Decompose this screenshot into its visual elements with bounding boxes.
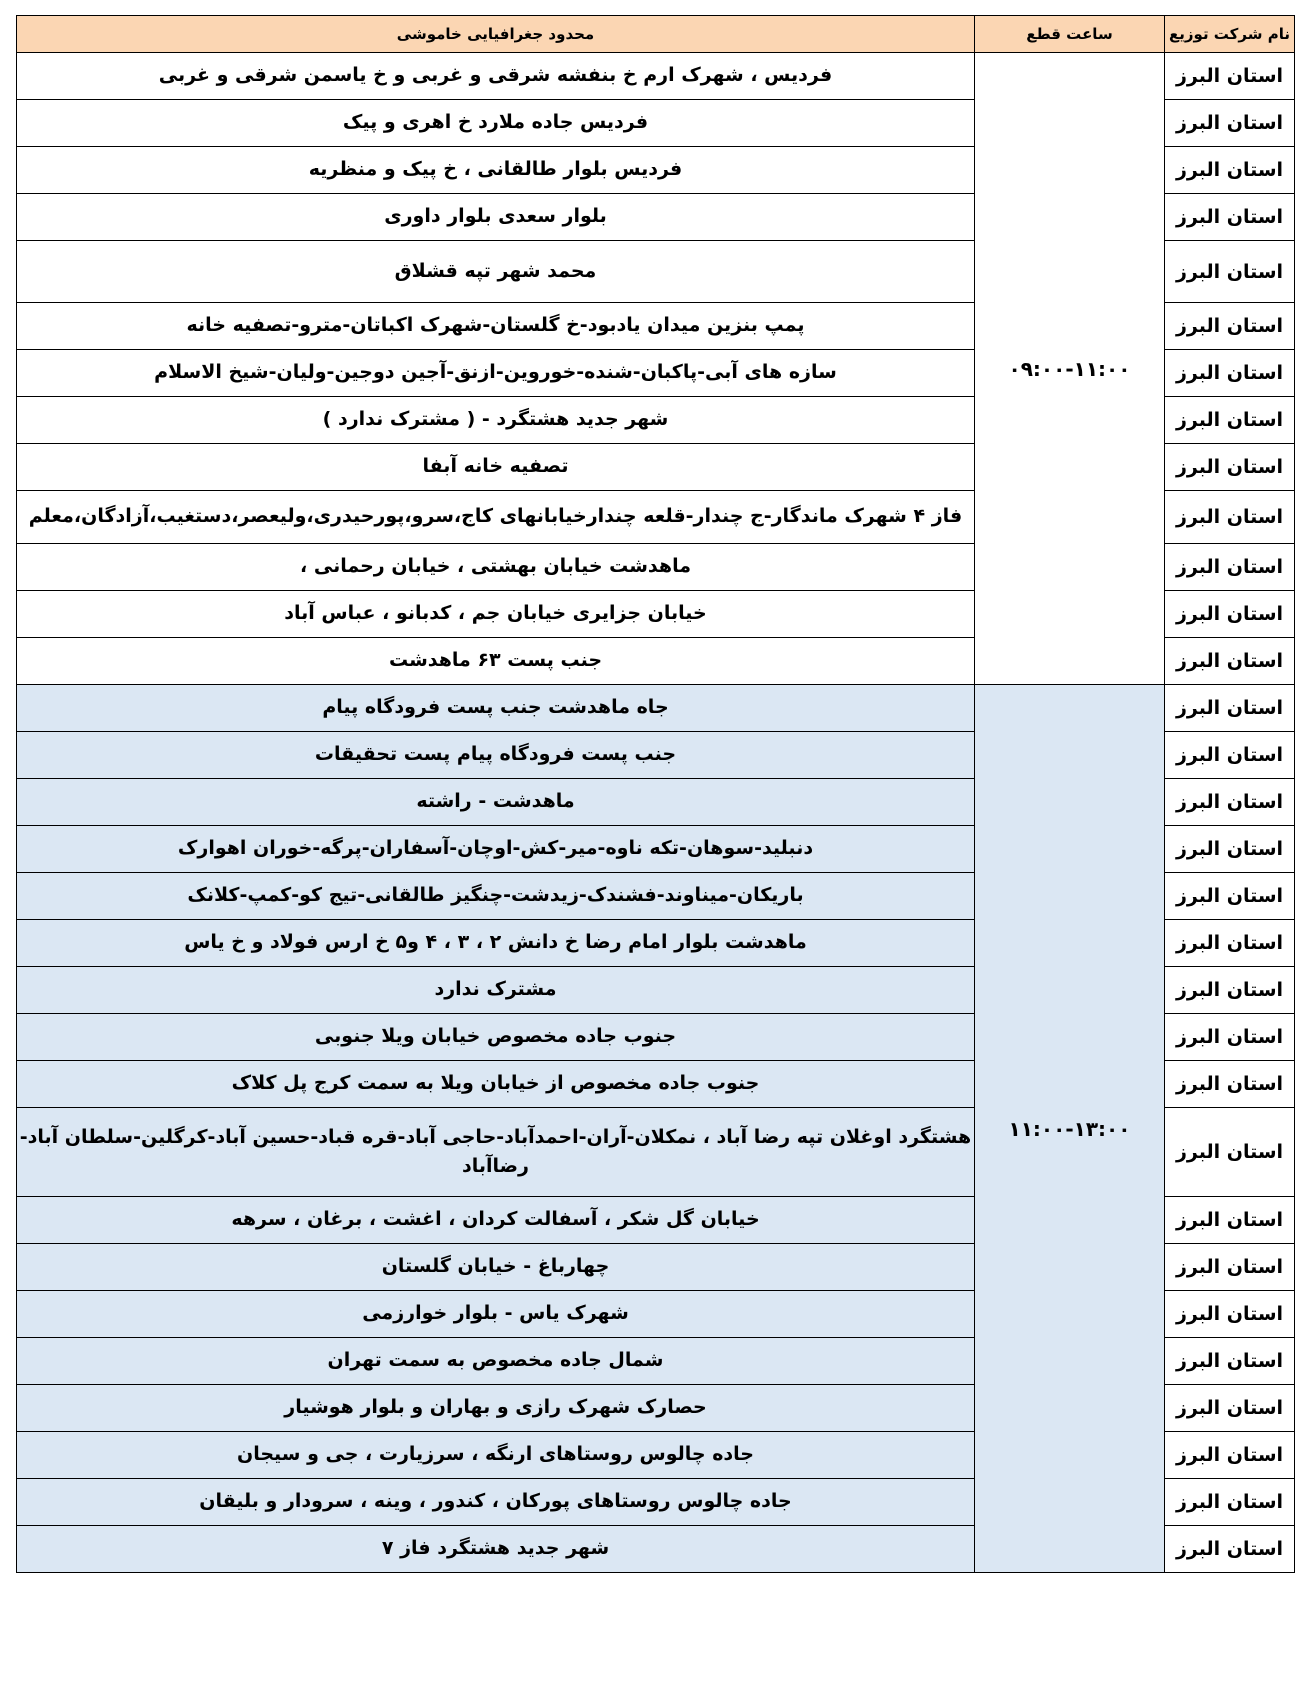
header-company: نام شرکت توزیع (1165, 16, 1295, 53)
area-cell: شهر جدید هشتگرد فاز ۷ (17, 1526, 975, 1573)
header-area: محدود جغرافیایی خاموشی (17, 16, 975, 53)
area-cell: جاده چالوس روستاهای پورکان ، کندور ، وینه ، سرودار و بلیقان (17, 1479, 975, 1526)
area-cell: هشتگرد اوغلان تپه رضا آباد ، نمکلان-آران-احمدآباد-حاجی آباد-قره قباد-حسین آباد-کرگلین-سلطان آباد-رضاآباد (17, 1108, 975, 1197)
area-cell: مشترک ندارد (17, 967, 975, 1014)
company-cell: استان البرز (1165, 53, 1295, 100)
company-cell: استان البرز (1165, 350, 1295, 397)
company-cell: استان البرز (1165, 967, 1295, 1014)
company-cell: استان البرز (1165, 779, 1295, 826)
company-cell: استان البرز (1165, 873, 1295, 920)
table-header-row (17, 16, 1295, 53)
company-cell: استان البرز (1165, 685, 1295, 732)
area-cell: جنوب جاده مخصوص خیابان ویلا جنوبی (17, 1014, 975, 1061)
area-cell: فردیس جاده ملارد خ اهری و پیک (17, 100, 975, 147)
area-cell: ماهدشت - راشته (17, 779, 975, 826)
area-cell: جاده چالوس روستاهای ارنگه ، سرزیارت ، جی و سیجان (17, 1432, 975, 1479)
table-row (17, 685, 1295, 732)
area-cell: چهارباغ - خیابان گلستان (17, 1244, 975, 1291)
company-cell: استان البرز (1165, 444, 1295, 491)
company-cell: استان البرز (1165, 920, 1295, 967)
area-cell: جنب پست فرودگاه پیام پست تحقیقات (17, 732, 975, 779)
area-cell: پمپ بنزین میدان یادبود-خ گلستان-شهرک اکباتان-مترو-تصفیه خانه (17, 303, 975, 350)
area-cell: ماهدشت خیابان بهشتی ، خیابان رحمانی ، (17, 544, 975, 591)
area-cell: شهرک یاس - بلوار خوارزمی (17, 1291, 975, 1338)
company-cell: استان البرز (1165, 194, 1295, 241)
company-cell: استان البرز (1165, 1526, 1295, 1573)
table-body (17, 53, 1295, 1573)
company-cell: استان البرز (1165, 1061, 1295, 1108)
company-cell: استان البرز (1165, 638, 1295, 685)
company-cell: استان البرز (1165, 1291, 1295, 1338)
company-cell: استان البرز (1165, 1385, 1295, 1432)
company-cell: استان البرز (1165, 732, 1295, 779)
company-cell: استان البرز (1165, 1244, 1295, 1291)
header-time: ساعت قطع (975, 16, 1165, 53)
outage-time-cell: ۰۹:۰۰-۱۱:۰۰ (975, 53, 1165, 685)
area-cell: حصارک شهرک رازی و بهاران و بلوار هوشیار (17, 1385, 975, 1432)
company-cell: استان البرز (1165, 397, 1295, 444)
area-cell: فاز ۴ شهرک ماندگار-ج چندار-قلعه چندارخیابانهای کاج،سرو،پورحیدری،ولیعصر،دستغیب،آزادگان،معلم (17, 491, 975, 544)
area-cell: محمد شهر تپه قشلاق (17, 241, 975, 303)
area-cell: خیابان گل شکر ، آسفالت کردان ، اغشت ، برغان ، سرهه (17, 1197, 975, 1244)
outage-schedule-table (16, 15, 1295, 1573)
area-cell: جاه ماهدشت جنب پست فرودگاه پیام (17, 685, 975, 732)
area-cell: جنوب جاده مخصوص از خیابان ویلا به سمت کرج پل کلاک (17, 1061, 975, 1108)
area-cell: فردیس بلوار طالقانی ، خ پیک و منظریه (17, 147, 975, 194)
area-cell: بلوار سعدی بلوار داوری (17, 194, 975, 241)
company-cell: استان البرز (1165, 147, 1295, 194)
area-cell: فردیس ، شهرک ارم خ بنفشه شرقی و غربی و خ یاسمن شرقی و غربی (17, 53, 975, 100)
area-cell: شمال جاده مخصوص به سمت تهران (17, 1338, 975, 1385)
area-cell: سازه های آبی-پاکبان-شنده-خوروین-ازنق-آجین دوجین-ولیان-شیخ الاسلام (17, 350, 975, 397)
company-cell: استان البرز (1165, 1479, 1295, 1526)
company-cell: استان البرز (1165, 491, 1295, 544)
table-row (17, 53, 1295, 100)
company-cell: استان البرز (1165, 544, 1295, 591)
company-cell: استان البرز (1165, 591, 1295, 638)
company-cell: استان البرز (1165, 1014, 1295, 1061)
company-cell: استان البرز (1165, 1197, 1295, 1244)
company-cell: استان البرز (1165, 1338, 1295, 1385)
area-cell: شهر جدید هشتگرد - ( مشترک ندارد ) (17, 397, 975, 444)
area-cell: تصفیه خانه آبفا (17, 444, 975, 491)
company-cell: استان البرز (1165, 241, 1295, 303)
area-cell: دنبلید-سوهان-تکه ناوه-میر-کش-اوچان-آسفاران-پرگه-خوران اهوارک (17, 826, 975, 873)
area-cell: جنب پست ۶۳ ماهدشت (17, 638, 975, 685)
area-cell: باریکان-میناوند-فشندک-زیدشت-چنگیز طالقانی-تیج کو-کمپ-کلانک (17, 873, 975, 920)
area-cell: ماهدشت بلوار امام رضا خ دانش ۲ ، ۳ ، ۴ و۵ خ ارس فولاد و خ یاس (17, 920, 975, 967)
company-cell: استان البرز (1165, 303, 1295, 350)
area-cell: خیابان جزایری خیابان جم ، کدبانو ، عباس آباد (17, 591, 975, 638)
company-cell: استان البرز (1165, 826, 1295, 873)
company-cell: استان البرز (1165, 100, 1295, 147)
outage-time-cell: ۱۱:۰۰-۱۳:۰۰ (975, 685, 1165, 1573)
company-cell: استان البرز (1165, 1432, 1295, 1479)
company-cell: استان البرز (1165, 1108, 1295, 1197)
